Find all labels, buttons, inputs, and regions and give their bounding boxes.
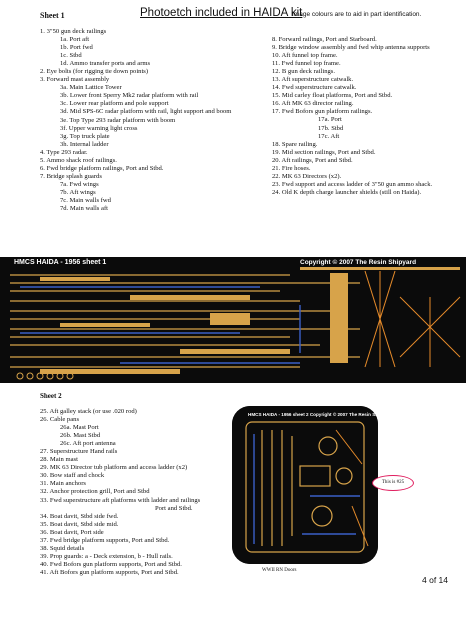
list-item: 17b. Stbd	[318, 124, 344, 132]
list-item: 5. Ammo shack roof railings.	[40, 156, 117, 164]
list-item: 11. Fwd funnel top frame.	[272, 60, 341, 68]
list-item: 7a. Fwd wings	[60, 180, 99, 188]
list-item: 3. Forward mast assembly	[40, 76, 110, 84]
list-item: 38. Squid details	[40, 544, 85, 552]
list-item: 32. Anchor protection grill, Port and Stbd	[40, 488, 150, 496]
sheet1-heading: Sheet 1	[40, 11, 65, 20]
list-item: 22. MK 63 Directors (x2).	[272, 172, 342, 180]
sheet2-fret-image	[232, 406, 378, 564]
list-item: 23. Fwd support and access ladder of 3"50 gun ammo shack.	[272, 180, 433, 188]
list-item: 3c. Lower rear platform and pole support	[60, 100, 169, 108]
list-item: 36. Boat davit, Port side	[40, 528, 104, 536]
list-item: 17a. Port	[318, 116, 342, 124]
list-item: 3g. Top truck plate	[60, 132, 110, 140]
list-item: 10. Aft funnel top frame.	[272, 52, 338, 60]
list-item: Port and Stbd.	[155, 504, 193, 512]
sheet1-fret-image	[0, 257, 466, 383]
list-item: 7d. Main walls aft	[60, 205, 108, 213]
list-item: 17. Fwd Bofors gun platform railings.	[272, 108, 373, 116]
list-item: 9. Bridge window assembly and fwd whip antenna supports	[272, 44, 430, 52]
list-item: 31. Main anchors	[40, 480, 86, 488]
sheet2-fret-title: HMCS HAIDA - 1956 sheet 2 Copyright © 2007 The Resin Shipyard	[248, 412, 392, 417]
sheet1-fret-drawing	[0, 257, 466, 383]
list-item: 26c. Aft port antenna	[60, 440, 116, 448]
list-item: 7b. Aft wings	[60, 188, 96, 196]
sheet2-fret-drawing	[232, 406, 378, 564]
list-item: 3a. Main Lattice Tower	[60, 84, 122, 92]
list-item: 21. Fire hoses.	[272, 164, 311, 172]
list-item: 26b. Mast Stbd	[60, 432, 101, 440]
list-item: 1c. Stbd	[60, 52, 82, 60]
list-item: 27. Superstructure Hand rails	[40, 448, 118, 456]
list-item: 6. Fwd bridge platform railings, Port and Stbd.	[40, 164, 164, 172]
list-item: 35. Boat davit, Stbd side mid.	[40, 520, 119, 528]
list-item: 25. Aft galley stack (or use .020 rod)	[40, 408, 137, 415]
list-item: 4. Type 293 radar.	[40, 148, 88, 156]
sheet1-parts-list-left	[40, 28, 231, 213]
colour-note: Image colours are to aid in part identification.	[292, 11, 422, 18]
list-item: 3d. Mid SPS-6C radar platform with rail, light support and boom	[60, 108, 232, 116]
sheet1-fret-title: HMCS HAIDA - 1956 sheet 1	[14, 259, 107, 266]
page-title: Photoetch included in HAIDA kit	[140, 7, 303, 19]
list-item: 1a. Port aft	[60, 36, 90, 44]
list-item: 39. Prop guards: a - Deck extension, b - Hull rails.	[40, 552, 173, 560]
list-item: 18. Spare railing.	[272, 140, 318, 148]
list-item: 14. Fwd superstructure catwalk.	[272, 84, 357, 92]
list-item: 7. Bridge splash guards	[40, 172, 102, 180]
list-item: 19. Mid section railings, Port and Stbd.	[272, 148, 376, 156]
list-item: 41. Aft Bofors gun platform supports, Port and Stbd.	[40, 568, 179, 576]
list-item: 34. Boat davit, Stbd side fwd.	[40, 512, 119, 520]
list-item: 16. Aft MK 63 director railing.	[272, 100, 354, 108]
list-item: 28. Main mast	[40, 456, 78, 464]
list-item: 3e. Top Type 293 radar platform with boom	[60, 116, 176, 124]
doors-caption: WWII RN Doors	[262, 568, 297, 573]
list-item: 7c. Main walls fwd	[60, 196, 111, 204]
page-number: 4 of 14	[422, 575, 448, 585]
list-item: 33. Fwd superstructure aft platforms with ladder and railings	[40, 496, 201, 504]
list-item: 40. Fwd Bofors gun platform supports, Port and Stbd.	[40, 560, 182, 568]
list-item: 20. Aft railings, Port and Stbd.	[272, 156, 353, 164]
list-item: 3f. Upper warning light cross	[60, 124, 138, 132]
sheet2-parts-list	[40, 408, 200, 577]
list-item: 26. Cable pans	[40, 416, 80, 424]
list-item: 26a. Mast Port	[60, 424, 99, 432]
list-item: 1d. Ammo transfer ports and arms	[60, 60, 151, 68]
list-item: 30. Bow staff and chock	[40, 472, 105, 480]
list-item: 3h. Internal ladder	[60, 140, 109, 148]
list-item: 13. Aft superstructure catwalk.	[272, 76, 354, 84]
list-item: 29. MK 63 Director tub platform and access ladder (x2)	[40, 464, 188, 472]
list-item: 1. 3"50 gun deck railings	[40, 28, 107, 35]
list-item: 2. Eye bolts (for rigging tie down points)	[40, 68, 149, 76]
part-25-callout: This is #25	[372, 475, 414, 491]
sheet1-fret-copyright: Copyright © 2007 The Resin Shipyard	[300, 259, 417, 266]
list-item: 15. Mid carley float platforms, Port and Stbd.	[272, 92, 393, 100]
list-item: 24. Old K depth charge launcher shields (still on Haida).	[272, 188, 422, 196]
list-item: 17c. Aft	[318, 132, 340, 140]
list-item: 8. Forward railings, Port and Starboard.	[272, 36, 377, 43]
sheet1-parts-list-right	[272, 36, 432, 197]
list-item: 3b. Lower front Sperry Mk2 radar platform with rail	[60, 92, 199, 100]
list-item: 37. Fwd bridge platform supports, Port and Stbd.	[40, 536, 170, 544]
list-item: 1b. Port fwd	[60, 44, 93, 52]
sheet2-heading: Sheet 2	[40, 392, 62, 400]
list-item: 12. B gun deck railings.	[272, 68, 335, 76]
